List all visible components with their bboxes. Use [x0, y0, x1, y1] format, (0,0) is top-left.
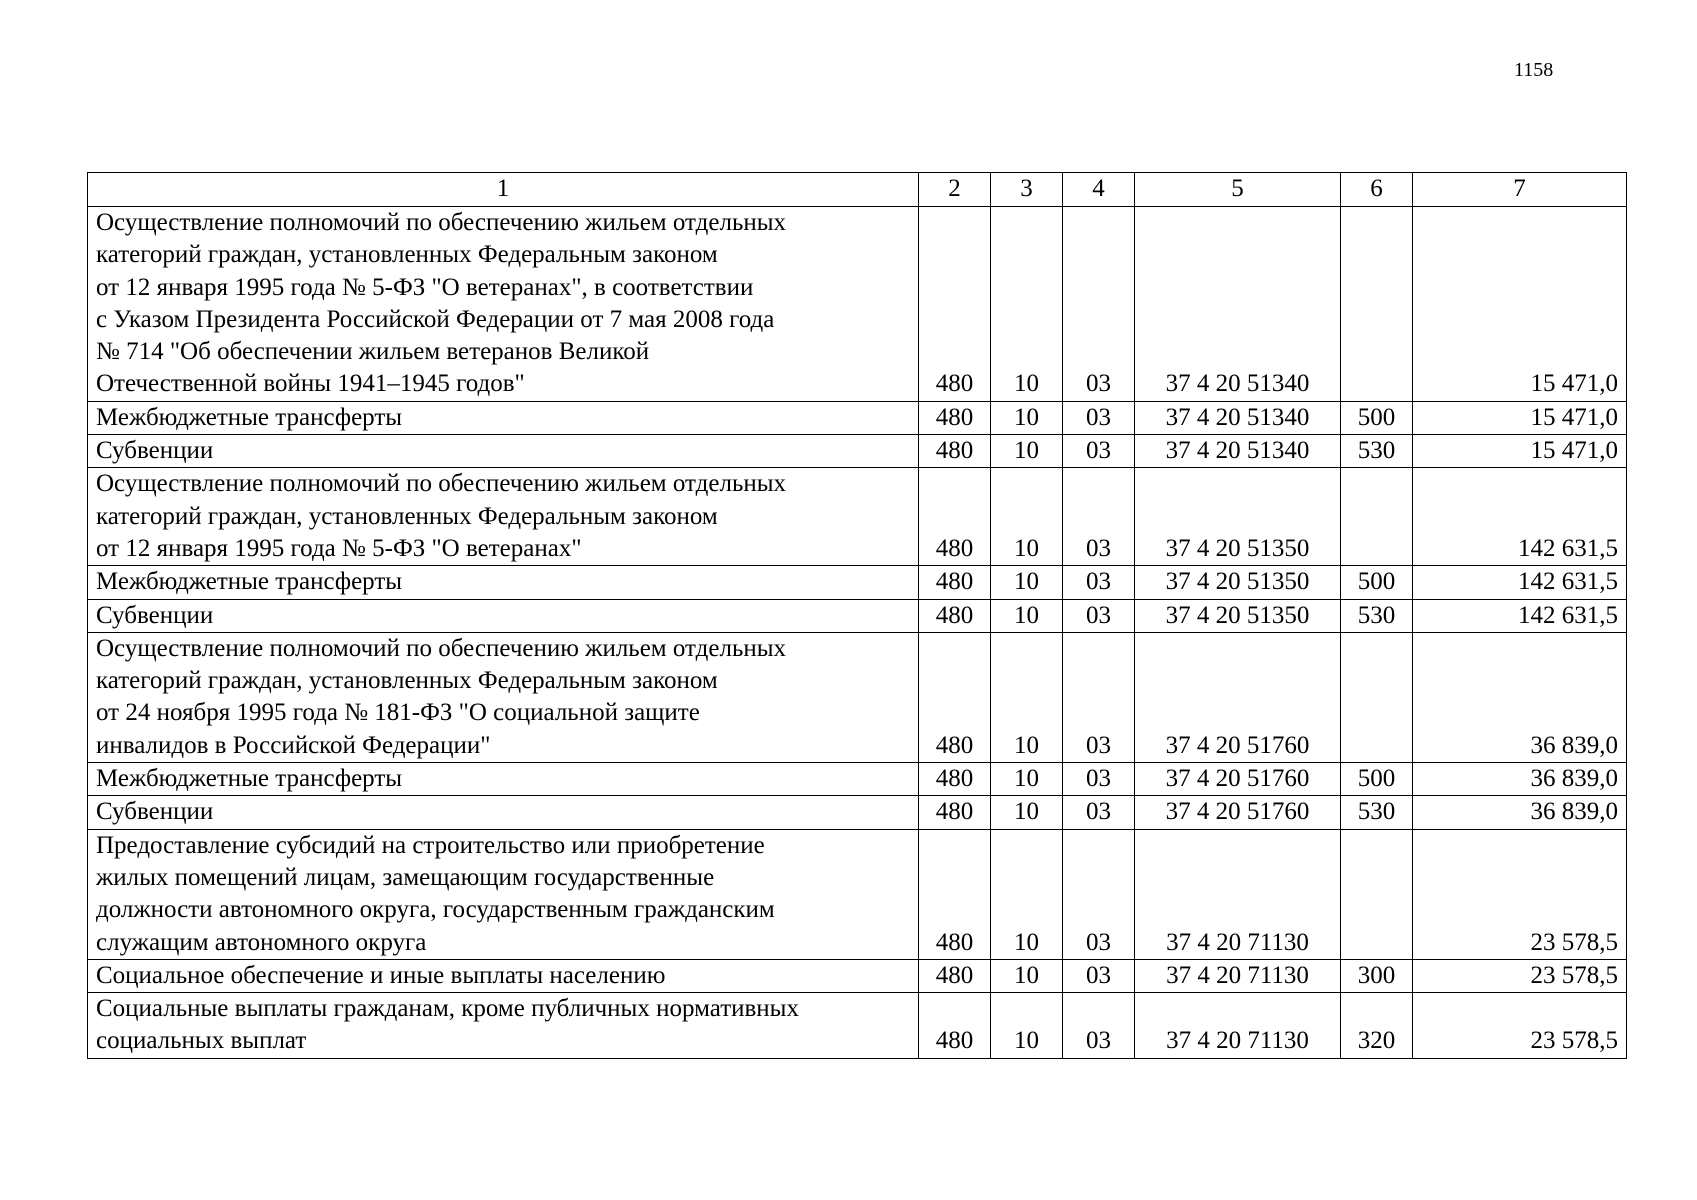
- cell-col-3: 10: [991, 207, 1063, 402]
- cell-col-2: 480: [919, 435, 991, 468]
- row-name-cell: [88, 207, 919, 402]
- header-cell-6: 6: [1341, 173, 1413, 207]
- cell-col-2: 480: [919, 959, 991, 992]
- cell-col-5: 37 4 20 51350: [1135, 599, 1341, 632]
- cell-col-5: 37 4 20 51350: [1135, 566, 1341, 599]
- cell-col-2: 480: [919, 599, 991, 632]
- cell-col-2: 480: [919, 763, 991, 796]
- row-name-line: Межбюджетные трансферты: [96, 403, 403, 431]
- cell-col-6: 300: [1341, 959, 1413, 992]
- row-name-line: социальных выплат: [96, 1027, 307, 1055]
- cell-col-4: 03: [1063, 599, 1135, 632]
- table-row: [88, 763, 1627, 796]
- cell-col-3: 10: [991, 796, 1063, 829]
- cell-col-2: 480: [919, 632, 991, 762]
- table-row: [88, 566, 1627, 599]
- cell-col-5: 37 4 20 51340: [1135, 401, 1341, 434]
- row-name-cell: [88, 599, 919, 632]
- cell-col-2: 480: [919, 566, 991, 599]
- cell-col-7: 36 839,0: [1413, 796, 1627, 829]
- cell-col-6: 530: [1341, 599, 1413, 632]
- cell-col-4: 03: [1063, 993, 1135, 1059]
- table-row: [88, 468, 1627, 566]
- cell-col-3: 10: [991, 959, 1063, 992]
- cell-col-5: 37 4 20 71130: [1135, 829, 1341, 959]
- table-row: [88, 599, 1627, 632]
- cell-col-6: 320: [1341, 993, 1413, 1059]
- table-row: [88, 207, 1627, 402]
- row-name-line: Субвенции: [96, 798, 214, 826]
- header-cell-1: 1: [88, 173, 919, 207]
- cell-col-2: 480: [919, 796, 991, 829]
- cell-col-2: 480: [919, 993, 991, 1059]
- row-name-line: от 12 января 1995 года № 5-ФЗ "О ветеранах", в соответствии: [96, 273, 754, 301]
- row-name-line: Осуществление полномочий по обеспечению жильем отдельных: [96, 634, 787, 662]
- row-name-line: Предоставление субсидий на строительство или приобретение: [96, 831, 765, 859]
- budget-table: [87, 172, 1627, 1059]
- row-name-cell: [88, 632, 919, 762]
- cell-col-7: 142 631,5: [1413, 599, 1627, 632]
- row-name-line: категорий граждан, установленных Федеральным законом: [96, 502, 718, 530]
- cell-col-4: 03: [1063, 468, 1135, 566]
- cell-col-5: 37 4 20 51340: [1135, 435, 1341, 468]
- cell-col-4: 03: [1063, 796, 1135, 829]
- cell-col-6: [1341, 829, 1413, 959]
- row-name-line: Субвенции: [96, 437, 214, 465]
- cell-col-2: 480: [919, 207, 991, 402]
- row-name-line: Осуществление полномочий по обеспечению жильем отдельных: [96, 470, 787, 498]
- cell-col-5: 37 4 20 51760: [1135, 796, 1341, 829]
- cell-col-4: 03: [1063, 566, 1135, 599]
- table-row: [88, 632, 1627, 762]
- cell-col-7: 36 839,0: [1413, 763, 1627, 796]
- cell-col-4: 03: [1063, 401, 1135, 434]
- row-name-line: Социальные выплаты гражданам, кроме публичных нормативных: [96, 995, 799, 1023]
- header-cell-2: 2: [919, 173, 991, 207]
- cell-col-6: 530: [1341, 796, 1413, 829]
- cell-col-3: 10: [991, 435, 1063, 468]
- table-body: [88, 173, 1627, 1059]
- header-cell-7: 7: [1413, 173, 1627, 207]
- row-name-line: Отечественной войны 1941–1945 годов": [96, 370, 525, 398]
- cell-col-3: 10: [991, 763, 1063, 796]
- cell-col-3: 10: [991, 632, 1063, 762]
- cell-col-4: 03: [1063, 207, 1135, 402]
- cell-col-6: [1341, 632, 1413, 762]
- cell-col-7: 142 631,5: [1413, 468, 1627, 566]
- cell-col-7: 23 578,5: [1413, 993, 1627, 1059]
- row-name-line: Субвенции: [96, 601, 214, 629]
- cell-col-3: 10: [991, 468, 1063, 566]
- cell-col-6: 530: [1341, 435, 1413, 468]
- cell-col-7: 15 471,0: [1413, 207, 1627, 402]
- cell-col-6: 500: [1341, 401, 1413, 434]
- cell-col-4: 03: [1063, 829, 1135, 959]
- cell-col-7: 15 471,0: [1413, 401, 1627, 434]
- table-row: [88, 401, 1627, 434]
- cell-col-7: 23 578,5: [1413, 829, 1627, 959]
- row-name-cell: [88, 435, 919, 468]
- cell-col-6: 500: [1341, 763, 1413, 796]
- row-name-line: Осуществление полномочий по обеспечению жильем отдельных: [96, 209, 787, 236]
- row-name-cell: [88, 829, 919, 959]
- table-row: [88, 829, 1627, 959]
- row-name-line: Социальное обеспечение и иные выплаты населению: [96, 961, 666, 989]
- cell-col-2: 480: [919, 401, 991, 434]
- cell-col-6: [1341, 207, 1413, 402]
- cell-col-2: 480: [919, 468, 991, 566]
- cell-col-5: 37 4 20 71130: [1135, 959, 1341, 992]
- cell-col-7: 142 631,5: [1413, 566, 1627, 599]
- cell-col-4: 03: [1063, 763, 1135, 796]
- table-row: [88, 435, 1627, 468]
- row-name-line: с Указом Президента Российской Федерации от 7 мая 2008 года: [96, 305, 775, 333]
- cell-col-5: 37 4 20 71130: [1135, 993, 1341, 1059]
- row-name-line: Межбюджетные трансферты: [96, 568, 403, 596]
- cell-col-3: 10: [991, 401, 1063, 434]
- row-name-line: должности автономного округа, государственным гражданским: [96, 896, 775, 924]
- row-name-line: служащим автономного округа: [96, 928, 427, 956]
- header-cell-4: 4: [1063, 173, 1135, 207]
- header-cell-5: 5: [1135, 173, 1341, 207]
- row-name-line: Межбюджетные трансферты: [96, 765, 403, 793]
- row-name-line: от 24 ноября 1995 года № 181-ФЗ "О социальной защите: [96, 699, 700, 727]
- cell-col-3: 10: [991, 566, 1063, 599]
- row-name-cell: [88, 796, 919, 829]
- cell-col-5: 37 4 20 51350: [1135, 468, 1341, 566]
- header-row: [88, 173, 1627, 207]
- row-name-cell: [88, 566, 919, 599]
- cell-col-4: 03: [1063, 435, 1135, 468]
- cell-col-6: [1341, 468, 1413, 566]
- cell-col-7: 36 839,0: [1413, 632, 1627, 762]
- row-name-cell: [88, 763, 919, 796]
- cell-col-5: 37 4 20 51760: [1135, 763, 1341, 796]
- cell-col-7: 15 471,0: [1413, 435, 1627, 468]
- row-name-cell: [88, 468, 919, 566]
- table-row: [88, 993, 1627, 1059]
- cell-col-4: 03: [1063, 959, 1135, 992]
- cell-col-2: 480: [919, 829, 991, 959]
- row-name-line: № 714 "Об обеспечении жильем ветеранов Великой: [96, 338, 650, 366]
- row-name-line: категорий граждан, установленных Федеральным законом: [96, 241, 718, 269]
- row-name-line: жилых помещений лицам, замещающим государственные: [96, 863, 715, 891]
- page-number: 1158: [1514, 59, 1554, 81]
- cell-col-7: 23 578,5: [1413, 959, 1627, 992]
- cell-col-3: 10: [991, 993, 1063, 1059]
- header-cell-3: 3: [991, 173, 1063, 207]
- cell-col-6: 500: [1341, 566, 1413, 599]
- cell-col-5: 37 4 20 51340: [1135, 207, 1341, 402]
- row-name-cell: [88, 959, 919, 992]
- table-row: [88, 959, 1627, 992]
- cell-col-5: 37 4 20 51760: [1135, 632, 1341, 762]
- row-name-cell: [88, 993, 919, 1059]
- row-name-line: от 12 января 1995 года № 5-ФЗ "О ветеранах": [96, 534, 582, 562]
- row-name-line: инвалидов в Российской Федерации": [96, 731, 491, 759]
- row-name-line: категорий граждан, установленных Федеральным законом: [96, 667, 718, 695]
- row-name-cell: [88, 401, 919, 434]
- table-row: [88, 796, 1627, 829]
- cell-col-4: 03: [1063, 632, 1135, 762]
- cell-col-3: 10: [991, 829, 1063, 959]
- cell-col-3: 10: [991, 599, 1063, 632]
